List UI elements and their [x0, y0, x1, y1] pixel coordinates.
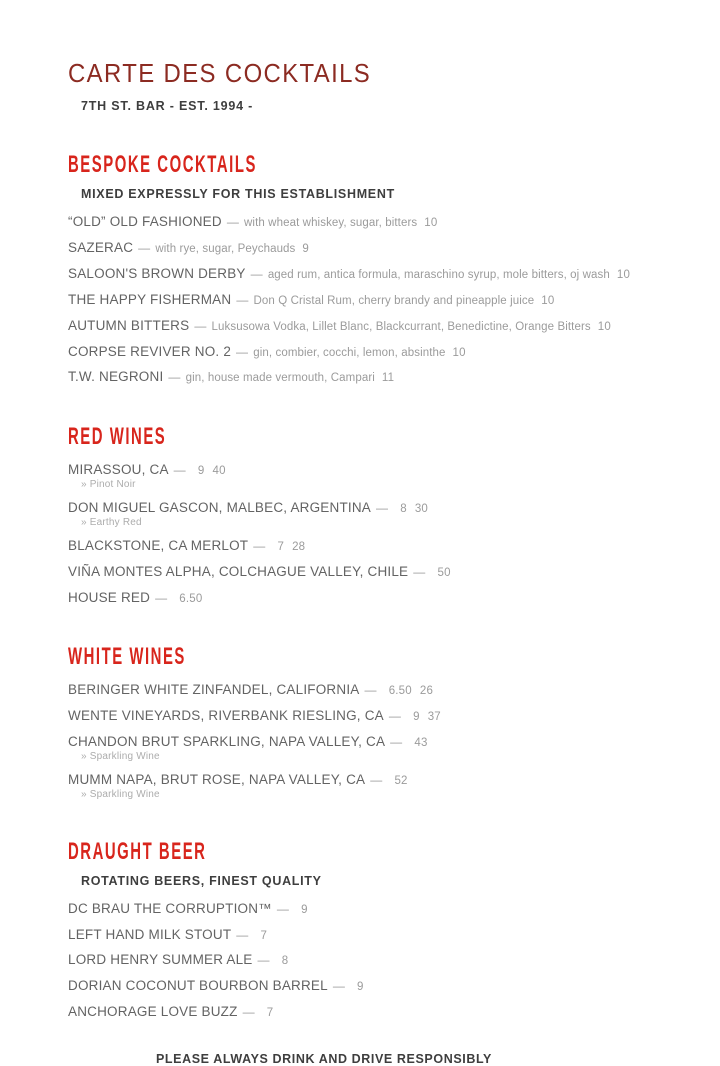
menu-item-line [68, 241, 680, 256]
item-prices [453, 347, 466, 359]
menu-section [68, 645, 680, 799]
item-separator: — [173, 463, 186, 478]
item-price: 8 [281, 955, 289, 968]
item-detail: Luksusowa Vodka, Lillet Blanc, Blackcurrant, Benedictine, Orange Bitters [211, 320, 591, 333]
item-price: 43 [414, 737, 428, 750]
item-separator: — [194, 318, 207, 333]
item-prices [260, 930, 267, 942]
item-prices [617, 269, 630, 281]
item-price: 10 [452, 346, 466, 359]
item-prices [302, 243, 309, 255]
item-price: 10 [597, 320, 611, 333]
menu-item [68, 293, 680, 308]
item-price: 7 [266, 1007, 274, 1020]
item-price: 28 [292, 540, 306, 553]
item-name: WENTE VINEYARDS, RIVERBANK RIESLING, CA [68, 708, 384, 724]
item-price: 9 [301, 903, 308, 916]
item-name: MUMM NAPA, BRUT ROSE, NAPA VALLEY, CA [68, 771, 366, 787]
item-name: SAZERAC [68, 240, 134, 256]
menu-item [68, 683, 680, 698]
item-detail: gin, combier, cocchi, lemon, absinthe [253, 346, 446, 359]
section-heading: RED WINES [68, 423, 167, 451]
menu-item [68, 463, 680, 490]
item-prices [198, 465, 226, 477]
page-title: CARTE DES COCKTAILS [68, 58, 372, 88]
menu-item [68, 241, 680, 256]
section-subheading: MIXED EXPRESSLY FOR THIS ESTABLISHMENT [81, 187, 395, 202]
item-price: 10 [424, 217, 438, 230]
menu-item [68, 215, 680, 230]
menu-item-line [68, 293, 680, 308]
menu-item-line [68, 370, 680, 385]
item-price: 10 [616, 268, 631, 281]
menu-section [68, 425, 680, 605]
item-name: BERINGER WHITE ZINFANDEL, CALIFORNIA [68, 682, 360, 698]
item-price: 11 [381, 372, 395, 385]
item-detail: gin, house made vermouth, Campari [185, 372, 375, 385]
item-note: » Earthy Red [81, 516, 142, 528]
menu-item-line [68, 591, 680, 606]
item-name: DC BRAU THE CORRUPTION™ [68, 900, 272, 916]
item-name: ANCHORAGE LOVE BUZZ [68, 1004, 238, 1020]
item-prices [179, 593, 202, 605]
item-detail: aged rum, antica formula, maraschino syrup, mole bitters, oj wash [267, 268, 610, 281]
item-prices [437, 567, 450, 579]
menu-item-line [68, 215, 680, 230]
item-prices [357, 981, 364, 993]
menu-item [68, 773, 680, 800]
item-price: 9 [197, 465, 205, 478]
item-price: 9 [302, 243, 310, 256]
item-note: » Sparkling Wine [81, 750, 160, 762]
item-separator: — [370, 772, 383, 787]
item-prices [413, 711, 441, 723]
item-name: CORPSE REVIVER NO. 2 [68, 343, 232, 359]
section-heading: WHITE WINES [68, 643, 186, 671]
item-name: AUTUMN BITTERS [68, 317, 190, 333]
item-separator: — [236, 927, 249, 942]
item-separator: — [257, 953, 270, 968]
item-price: 6.50 [179, 592, 203, 605]
item-separator: — [168, 370, 181, 385]
menu-item [68, 1005, 680, 1020]
item-name: MIRASSOU, CA [68, 462, 169, 478]
item-separator: — [413, 564, 426, 579]
item-note: » Pinot Noir [81, 479, 136, 491]
item-name: SALOON'S BROWN DERBY [68, 265, 246, 281]
item-separator: — [276, 901, 290, 916]
item-prices [277, 541, 305, 553]
section-items [68, 902, 680, 1020]
menu-section [68, 153, 680, 385]
menu-item-line [68, 709, 680, 724]
item-detail: with rye, sugar, Peychauds [155, 243, 296, 256]
item-name: LEFT HAND MILK STOUT [68, 926, 232, 942]
menu-item [68, 953, 680, 968]
item-price: 7 [277, 540, 285, 553]
item-price: 52 [394, 774, 408, 787]
item-prices [414, 737, 427, 749]
menu-item-line [68, 773, 680, 788]
item-price: 8 [400, 503, 407, 516]
footer-note: PLEASE ALWAYS DRINK AND DRIVE RESPONSIBLY [155, 1052, 492, 1066]
item-prices [400, 503, 428, 515]
menu-item-line [68, 1005, 680, 1020]
menu-item [68, 735, 680, 762]
item-price: 6.50 [388, 685, 412, 698]
item-price: 40 [212, 465, 226, 478]
item-name: BLACKSTONE, CA MERLOT [68, 537, 249, 553]
item-note: » Sparkling Wine [81, 788, 160, 800]
menu-header [68, 60, 680, 113]
menu-item-line [68, 319, 680, 334]
item-name: CHANDON BRUT SPARKLING, NAPA VALLEY, CA [68, 734, 386, 750]
page-subtitle: 7TH ST. BAR - EST. 1994 - [81, 99, 254, 114]
item-prices [394, 775, 407, 787]
menu-section [68, 837, 680, 1020]
item-separator: — [390, 735, 403, 750]
menu-item [68, 709, 680, 724]
item-separator: — [364, 683, 377, 698]
item-name: LORD HENRY SUMMER ALE [68, 952, 253, 968]
item-price: 9 [413, 711, 420, 724]
section-heading: BESPOKE COCKTAILS [68, 151, 257, 179]
menu-sections [68, 153, 680, 1020]
item-separator: — [242, 1005, 255, 1020]
item-name: DON MIGUEL GASCON, MALBEC, ARGENTINA [68, 500, 372, 516]
menu-item [68, 267, 680, 282]
item-prices [424, 217, 437, 229]
item-separator: — [388, 709, 402, 724]
menu-item-line [68, 953, 680, 968]
item-prices [382, 372, 394, 384]
item-prices [267, 1007, 274, 1019]
menu-item [68, 565, 680, 580]
section-items [68, 215, 680, 385]
item-prices [301, 904, 308, 916]
menu-item [68, 345, 680, 360]
menu-item-line [68, 902, 680, 917]
item-price: 37 [427, 711, 441, 724]
menu-item [68, 979, 680, 994]
item-prices [389, 685, 433, 697]
item-price: 50 [437, 566, 451, 579]
menu-item-line [68, 928, 680, 943]
item-separator: — [332, 979, 346, 994]
section-subheading: ROTATING BEERS, FINEST QUALITY [81, 873, 322, 888]
item-prices [282, 955, 289, 967]
item-separator: — [155, 590, 168, 605]
item-price: 7 [260, 929, 268, 942]
menu-item-line [68, 463, 680, 478]
menu-item [68, 539, 680, 554]
menu-item-line [68, 345, 680, 360]
menu-item-line [68, 979, 680, 994]
menu-item [68, 370, 680, 385]
menu-item-line [68, 267, 680, 282]
item-detail: with wheat whiskey, sugar, bitters [244, 217, 418, 230]
item-price: 10 [541, 294, 555, 307]
item-separator: — [138, 241, 151, 256]
item-price: 26 [419, 685, 434, 698]
menu-item-line [68, 735, 680, 750]
menu-item-line [68, 565, 680, 580]
item-separator: — [236, 292, 249, 307]
item-prices [541, 295, 554, 307]
menu-item [68, 902, 680, 917]
item-detail: Don Q Cristal Rum, cherry brandy and pineapple juice [253, 294, 535, 307]
menu-item [68, 501, 680, 528]
menu-item-line [68, 683, 680, 698]
menu-item-line [68, 539, 680, 554]
item-prices [598, 321, 611, 333]
item-name: HOUSE RED [68, 589, 151, 605]
menu-item [68, 319, 680, 334]
section-items [68, 683, 680, 799]
item-price: 9 [357, 981, 364, 994]
item-price: 30 [414, 503, 429, 516]
menu-item [68, 591, 680, 606]
item-separator: — [376, 501, 389, 516]
item-separator: — [236, 344, 249, 359]
section-heading: DRAUGHT BEER [68, 837, 207, 865]
section-items [68, 463, 680, 605]
item-name: “OLD” OLD FASHIONED [68, 214, 222, 230]
item-separator: — [250, 266, 263, 281]
menu-item [68, 928, 680, 943]
item-name: THE HAPPY FISHERMAN [68, 291, 232, 307]
item-name: T.W. NEGRONI [68, 369, 164, 385]
item-separator: — [253, 538, 266, 553]
menu-item-line [68, 501, 680, 516]
item-separator: — [226, 215, 240, 230]
item-name: VIÑA MONTES ALPHA, COLCHAGUE VALLEY, CHILE [68, 563, 409, 579]
item-name: DORIAN COCONUT BOURBON BARREL [68, 978, 328, 994]
